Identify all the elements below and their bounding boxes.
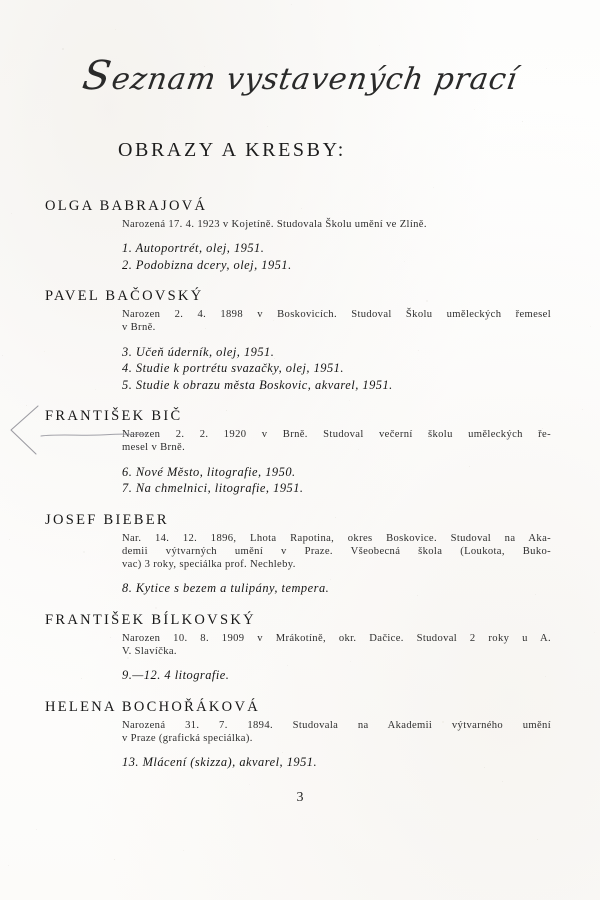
artist-biography bbox=[122, 532, 551, 572]
artist-biography bbox=[122, 632, 551, 658]
page-number: 3 bbox=[296, 790, 304, 805]
work-item: 8. Kytice s bezem a tulipány, tempera. bbox=[122, 581, 330, 596]
work-list bbox=[122, 580, 557, 597]
artist-entry bbox=[45, 699, 557, 771]
paper-speck bbox=[26, 405, 27, 406]
paper-speck bbox=[590, 326, 591, 327]
biography-line: Nar. 14. 12. 1896, Lhota Rapotina, okres Boskovice. Studoval na Aka- bbox=[122, 532, 551, 544]
section-heading: OBRAZY A KRESBY: bbox=[118, 139, 346, 161]
artist-entry bbox=[45, 198, 557, 273]
paper-speck bbox=[8, 865, 9, 866]
paper-speck bbox=[474, 109, 475, 110]
paper-speck bbox=[522, 121, 523, 122]
biography-line: V. Slavíčka. bbox=[122, 645, 177, 657]
artist-entry bbox=[45, 512, 557, 597]
paper-speck bbox=[183, 850, 184, 851]
paper-speck bbox=[267, 126, 268, 127]
artist-name: HELENA BOCHOŘÁKOVÁ bbox=[45, 698, 260, 715]
biography-line: vac) 3 roky, speciálka prof. Nechleby. bbox=[122, 558, 296, 570]
work-item: 13. Mlácení (skizza), akvarel, 1951. bbox=[122, 754, 318, 769]
artist-biography bbox=[122, 218, 551, 231]
biography-line: v Praze (grafická speciálka). bbox=[122, 732, 253, 744]
work-list bbox=[122, 240, 557, 273]
work-item: 9.—12. 4 litografie. bbox=[122, 668, 230, 683]
work-list bbox=[122, 464, 557, 497]
paper-speck bbox=[9, 539, 10, 540]
paper-speck bbox=[291, 4, 292, 5]
biography-line: mesel v Brně. bbox=[122, 442, 186, 454]
work-item: 7. Na chmelnici, litografie, 1951. bbox=[122, 481, 304, 496]
biography-line: Narozen 2. 4. 1898 v Boskovicích. Studoval Školu uměleckých řemesel bbox=[122, 309, 551, 321]
biography-line: Narozená 31. 7. 1894. Studovala na Akademii výtvarného umění bbox=[122, 719, 551, 731]
artist-biography bbox=[122, 308, 551, 334]
biography-line: Narozená 17. 4. 1923 v Kojetíně. Studovala Školu umění ve Zlíně. bbox=[122, 219, 427, 230]
work-list bbox=[122, 667, 557, 684]
page-title-rest: eznam vystavených prací bbox=[109, 62, 521, 97]
biography-line: Narozen 10. 8. 1909 v Mrákotíně, okr. Dačice. Studoval 2 roky u A. bbox=[122, 632, 551, 644]
artist-entry bbox=[45, 408, 557, 496]
paper-speck bbox=[2, 355, 3, 356]
paper-speck bbox=[594, 632, 595, 633]
paper-speck bbox=[433, 187, 434, 188]
artist-name: JOSEF BIEBER bbox=[45, 511, 169, 528]
paper-speck bbox=[115, 29, 116, 30]
work-item: 2. Podobizna dcery, olej, 1951. bbox=[122, 257, 292, 272]
artist-name: PAVEL BAČOVSKÝ bbox=[45, 288, 204, 305]
paper-speck bbox=[62, 48, 64, 50]
artist-name: OLGA BABRAJOVÁ bbox=[45, 198, 208, 214]
paper-speck bbox=[11, 213, 12, 214]
work-item: 3. Učeň úderník, olej, 1951. bbox=[122, 344, 275, 359]
biography-line: demii výtvarných umění v Praze. Všeobecná škola (Loukota, Buko- bbox=[122, 545, 551, 557]
page-title-initial: S bbox=[79, 53, 117, 99]
artist-biography bbox=[122, 428, 551, 454]
artist-entry-list bbox=[45, 198, 557, 785]
work-item: 6. Nové Město, litografie, 1950. bbox=[122, 464, 296, 479]
paper-speck bbox=[379, 45, 380, 46]
paper-speck bbox=[114, 859, 115, 860]
artist-entry bbox=[45, 288, 557, 393]
work-item: 5. Studie k obrazu města Boskovic, akvarel, 1951. bbox=[122, 377, 393, 392]
artist-name: FRANTIŠEK BIČ bbox=[45, 408, 183, 425]
work-list bbox=[122, 344, 557, 394]
artist-entry bbox=[45, 612, 557, 684]
paper-speck bbox=[36, 829, 37, 830]
page-title bbox=[0, 53, 600, 99]
biography-line: Narozen 2. 2. 1920 v Brně. Studoval večerní školu uměleckých ře- bbox=[122, 429, 551, 441]
pencil-arrow-icon bbox=[8, 404, 44, 456]
work-item: 4. Studie k portrétu svazačky, olej, 1951. bbox=[122, 361, 344, 376]
biography-line: v Brně. bbox=[122, 322, 156, 334]
artist-name: FRANTIŠEK BÍLKOVSKÝ bbox=[45, 611, 256, 628]
paper-speck bbox=[582, 409, 583, 410]
paper-speck bbox=[537, 839, 538, 840]
work-list bbox=[122, 754, 557, 771]
artist-biography bbox=[122, 719, 551, 745]
work-item: 1. Autoportrét, olej, 1951. bbox=[122, 241, 265, 256]
